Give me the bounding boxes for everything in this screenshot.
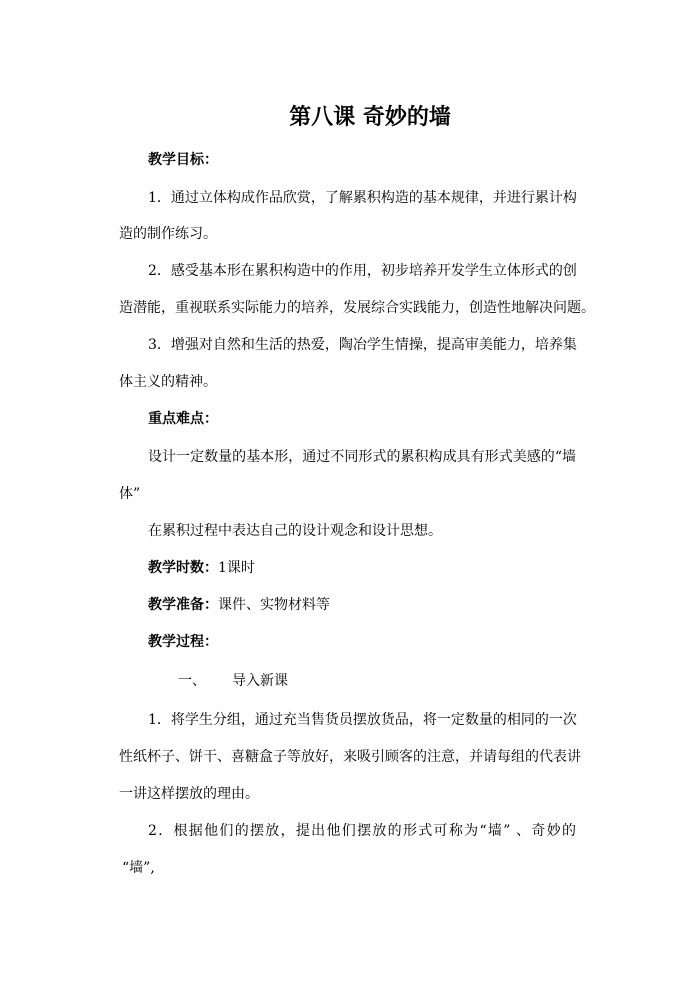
step-2-line2: “墙”, [122,860,155,876]
step-2-line1: 2．根据他们的摆放，提出他们摆放的形式可称为“墙” 、奇妙的 [148,823,576,839]
teaching-hours-label: 教学时数： [148,560,218,576]
teaching-prep-value: 课件、实物材料等 [218,597,330,613]
objective-1-line2: 造的制作练习。 [119,226,217,242]
process-heading: 教学过程： [148,634,218,650]
key-point-2: 在累积过程中表达自己的设计观念和设计思想。 [148,523,442,539]
key-points-heading: 重点难点： [148,411,218,427]
objectives-heading: 教学目标： [148,152,218,168]
page-title: 第八课 奇妙的墙 [289,104,451,130]
objective-3-line1: 3．增强对自然和生活的热爱，陶冶学生情操，提高审美能力，培养集 [148,337,577,353]
step-1-line2: 性纸杯子、饼干、喜糖盒子等放好，来吸引顾客的注意，并请每组的代表讲 [119,749,581,765]
teaching-hours-value: 1课时 [218,560,255,576]
step-1-line3: 一讲这样摆放的理由。 [119,786,259,802]
objective-2-line2: 造潜能，重视联系实际能力的培养，发展综合实践能力，创造性地解决问题。 [119,300,595,316]
teaching-prep [148,595,330,615]
objective-1-line1: 1．通过立体构成作品欣赏，了解累积构造的基本规律，并进行累计构 [148,190,577,206]
teaching-hours [148,558,255,578]
step-1-line1: 1．将学生分组，通过充当售货员摆放货品，将一定数量的相同的一次 [148,712,577,728]
section-1-number: 一、 [178,673,206,689]
section-1-title: 导入新课 [232,673,288,689]
key-point-1-line2: 体” [119,486,141,502]
key-point-1-line1: 设计一定数量的基本形，通过不同形式的累积构成具有形式美感的“墙 [148,449,576,465]
teaching-prep-label: 教学准备： [148,597,218,613]
objective-2-line1: 2．感受基本形在累积构造中的作用，初步培养开发学生立体形式的创 [148,263,577,279]
objective-3-line2: 体主义的精神。 [119,374,217,390]
